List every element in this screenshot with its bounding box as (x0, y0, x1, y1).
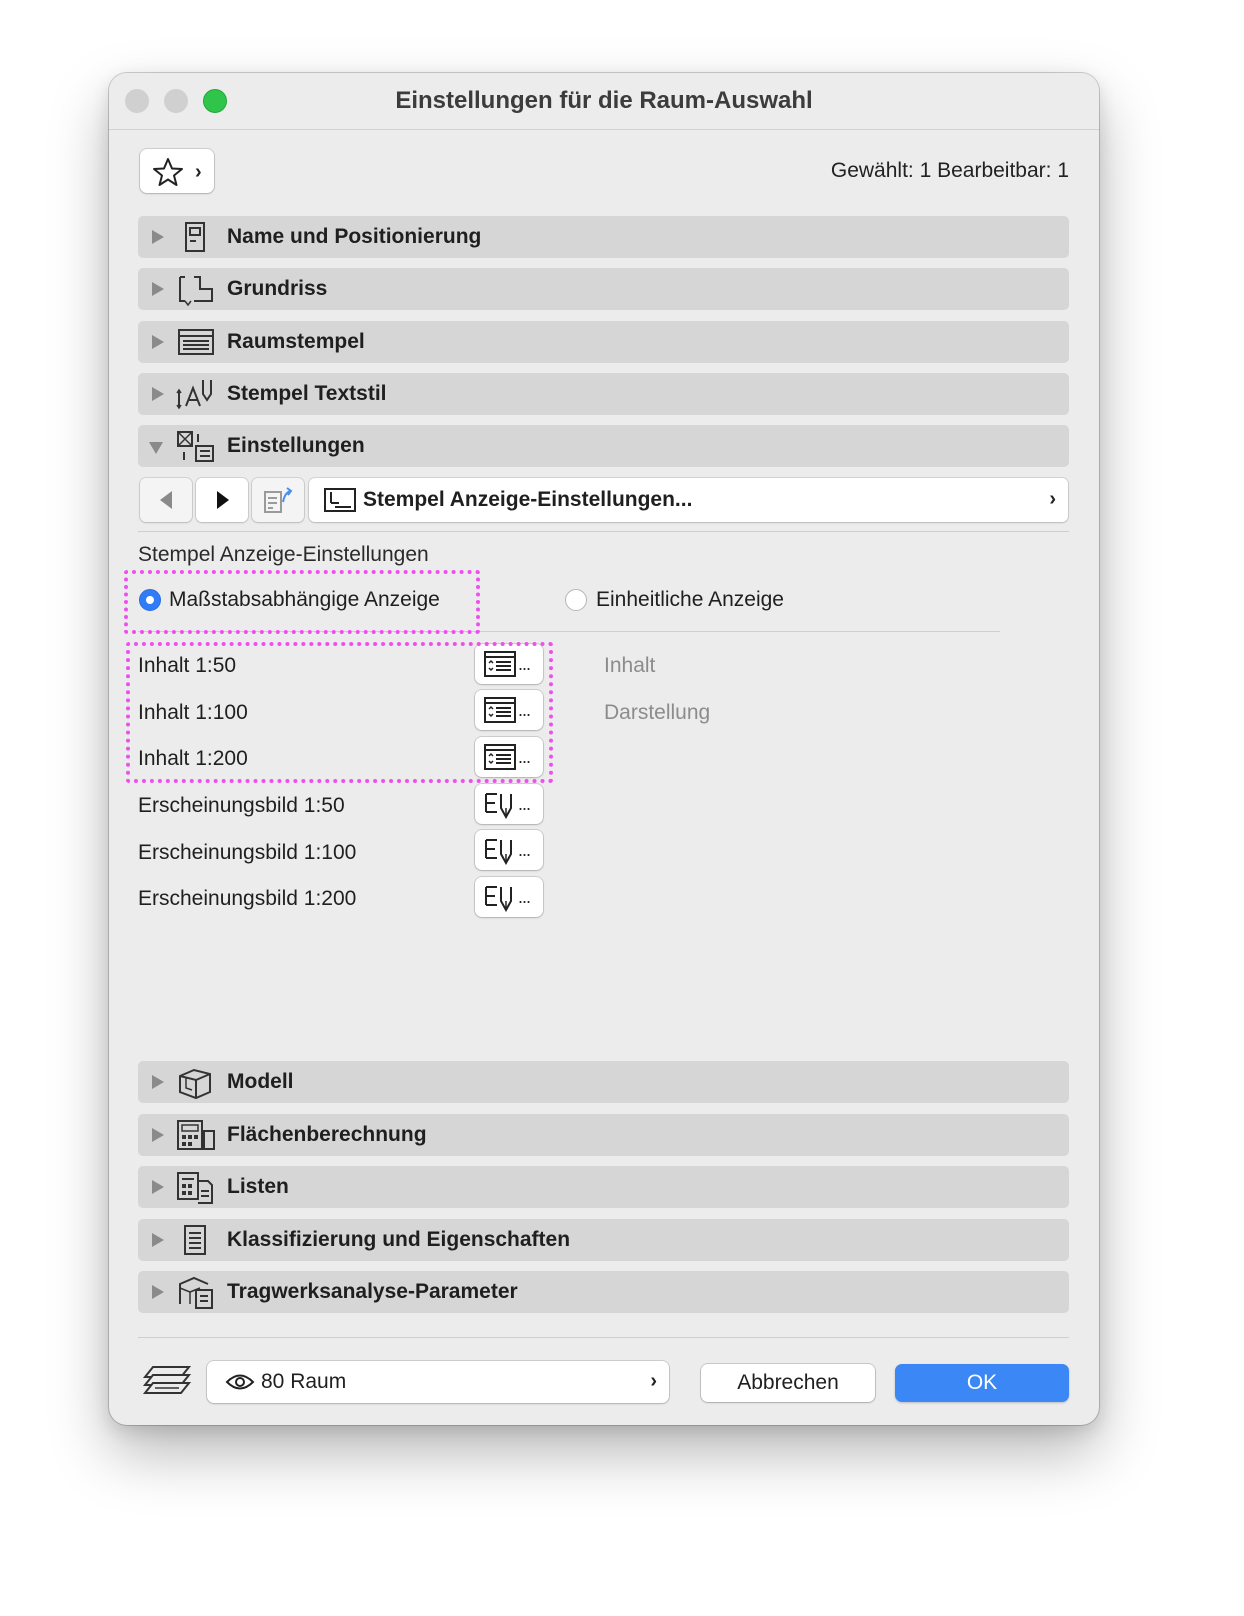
radio-scale-dependent-label[interactable]: Maßstabsabhängige Anzeige (169, 588, 440, 611)
panel-model[interactable] (138, 1061, 1069, 1103)
highlight-frame-content-rows (126, 642, 553, 783)
selected-page-label: Stempel Anzeige-Einstellungen... (363, 488, 693, 511)
selection-count: Gewählt: 1 Bearbeitbar: 1 (830, 159, 1069, 182)
disclosure-triangle-icon[interactable] (152, 230, 164, 244)
model-3d-icon (176, 1064, 216, 1100)
window-title: Einstellungen für die Raum-Auswahl (395, 87, 813, 114)
stamp-settings-icon (323, 487, 357, 513)
appearance-settings-button-1-50[interactable]: ... (475, 784, 543, 824)
ok-button[interactable]: OK (895, 1364, 1069, 1402)
disclosure-triangle-icon[interactable] (152, 1128, 164, 1142)
panel-listing[interactable] (138, 1166, 1069, 1208)
section-title: Stempel Anzeige-Einstellungen (138, 543, 429, 566)
disclosure-triangle-icon[interactable] (152, 335, 164, 349)
eye-icon (225, 1373, 255, 1391)
disclosure-triangle-icon[interactable] (152, 1180, 164, 1194)
disclosure-triangle-icon[interactable] (152, 1285, 164, 1299)
radio-uniform-label[interactable]: Einheitliche Anzeige (596, 588, 784, 611)
panel-label: Raumstempel (227, 330, 365, 353)
page-export-icon (263, 486, 295, 514)
chevron-right-icon: › (650, 1370, 657, 1392)
page-favorite-button[interactable] (252, 478, 304, 522)
panel-label: Modell (227, 1070, 294, 1093)
divider (138, 1337, 1069, 1338)
floorplan-icon (176, 271, 216, 307)
panel-floorplan[interactable] (138, 268, 1069, 310)
structural-analysis-icon (176, 1274, 216, 1310)
panel-name-positioning[interactable] (138, 216, 1069, 258)
area-calc-icon (176, 1117, 216, 1153)
next-page-button[interactable] (196, 478, 248, 522)
tag-icon (176, 219, 216, 255)
radio-uniform[interactable] (565, 589, 587, 611)
favorites-button[interactable] (140, 149, 214, 193)
settings-page-nav (138, 478, 1069, 524)
row-label: Inhalt 1:50 (138, 654, 237, 677)
layers-icon (141, 1363, 193, 1399)
zone-stamp-icon (176, 324, 216, 360)
row-label: Erscheinungsbild 1:200 (138, 887, 357, 910)
row-label: Inhalt 1:200 (138, 747, 248, 770)
settings-dialog (109, 73, 1099, 1425)
appearance-pen-icon (484, 791, 518, 819)
appearance-pen-icon (484, 884, 518, 912)
panel-label: Flächenberechnung (227, 1123, 427, 1146)
row-label: Inhalt 1:100 (138, 701, 248, 724)
document-icon (176, 1222, 216, 1258)
highlight-frame-radio (124, 570, 480, 634)
panel-label: Name und Positionierung (227, 225, 482, 248)
panel-classification-properties[interactable] (138, 1219, 1069, 1261)
star-icon (152, 157, 184, 187)
arrow-left-icon (160, 491, 172, 509)
layer-selector[interactable] (207, 1361, 669, 1403)
text-style-icon (176, 376, 216, 412)
content-settings-button-1-100[interactable]: ... (475, 690, 543, 730)
settings-params-icon (176, 428, 216, 464)
content-settings-button-1-200[interactable]: ... (475, 737, 543, 777)
layer-name: 80 Raum (261, 1370, 347, 1393)
panel-area-calculation[interactable] (138, 1114, 1069, 1156)
listing-icon (176, 1169, 216, 1205)
panel-label: Tragwerksanalyse-Parameter (227, 1280, 518, 1303)
appearance-settings-button-1-200[interactable]: ... (475, 877, 543, 917)
side-label-appearance: Darstellung (604, 701, 711, 724)
panel-structural-analysis[interactable] (138, 1271, 1069, 1313)
disclosure-triangle-open-icon[interactable] (149, 442, 163, 454)
arrow-right-icon (217, 491, 229, 509)
cancel-button[interactable]: Abbrechen (701, 1364, 875, 1402)
panel-settings[interactable] (138, 425, 1069, 467)
divider (138, 531, 1069, 532)
disclosure-triangle-icon[interactable] (152, 1233, 164, 1247)
panel-label: Grundriss (227, 277, 328, 300)
settings-page-selector[interactable] (309, 478, 1068, 522)
disclosure-triangle-icon[interactable] (152, 282, 164, 296)
chevron-right-icon: › (195, 161, 202, 183)
previous-page-button[interactable] (140, 478, 192, 522)
side-label-content: Inhalt (604, 654, 656, 677)
panel-label: Listen (227, 1175, 289, 1198)
title-bar (109, 73, 1099, 130)
panel-label: Stempel Textstil (227, 382, 387, 405)
appearance-settings-button-1-100[interactable]: ... (475, 830, 543, 870)
row-label: Erscheinungsbild 1:50 (138, 794, 345, 817)
chevron-right-icon: › (1049, 488, 1056, 510)
panel-zone-stamp[interactable] (138, 321, 1069, 363)
panel-stamp-text-style[interactable] (138, 373, 1069, 415)
disclosure-triangle-icon[interactable] (152, 387, 164, 401)
panel-label: Klassifizierung und Eigenschaften (227, 1228, 571, 1251)
appearance-pen-icon (484, 837, 518, 865)
panel-label: Einstellungen (227, 434, 365, 457)
row-label: Erscheinungsbild 1:100 (138, 841, 357, 864)
disclosure-triangle-icon[interactable] (152, 1075, 164, 1089)
content-settings-button-1-50[interactable]: ... (475, 644, 543, 684)
